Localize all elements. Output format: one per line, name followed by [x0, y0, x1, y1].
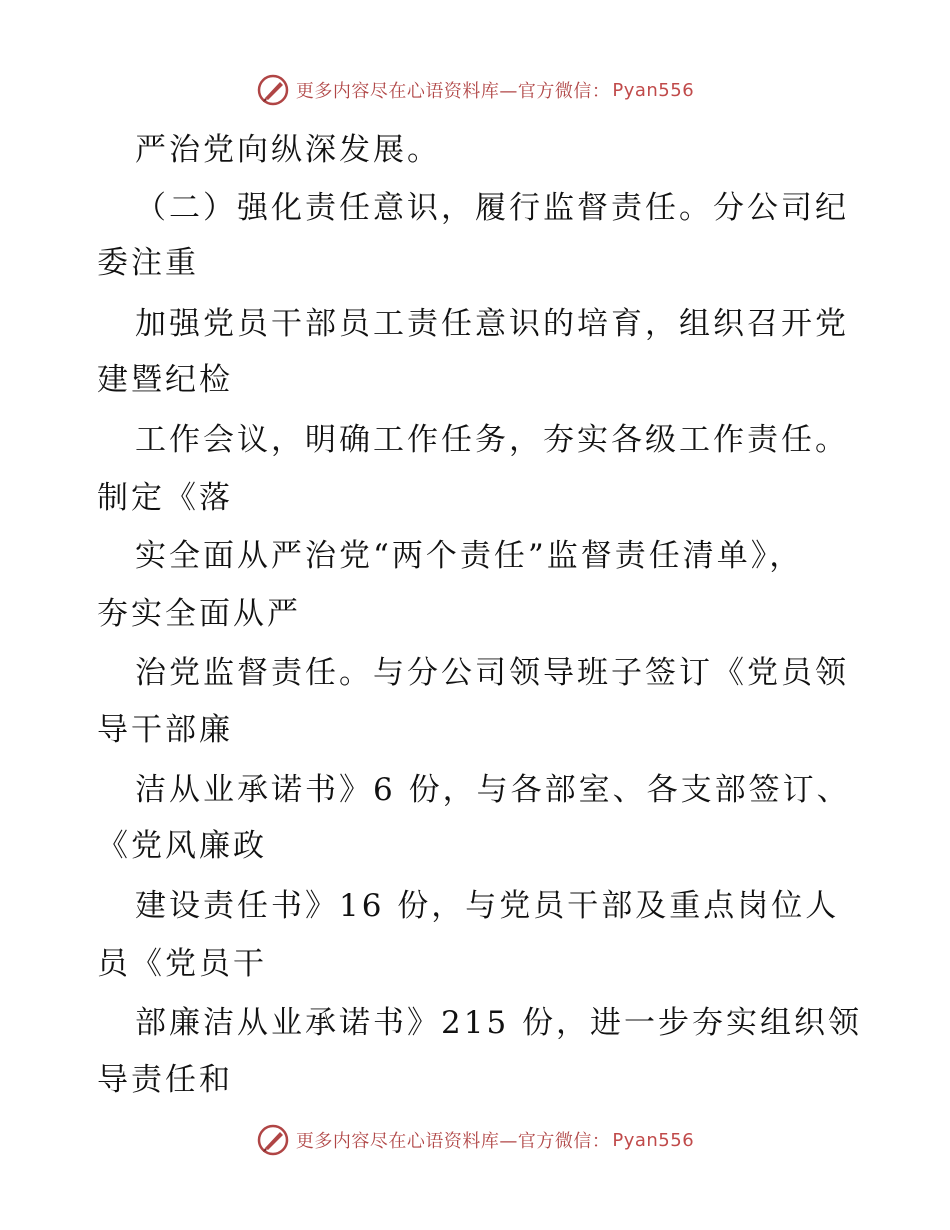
text-line: 委注重 [97, 245, 199, 281]
text-line: 导干部廉 [97, 712, 233, 748]
footer-watermark [0, 1120, 950, 1160]
pen-logo-icon [256, 1123, 290, 1157]
watermark-wechat-id: Pyan556 [612, 79, 695, 101]
pen-logo-icon [256, 73, 290, 107]
text-line: 制定《落 [97, 480, 233, 516]
text-line: 员《党员干 [97, 946, 267, 982]
header-watermark [0, 70, 950, 110]
text-line: 工作会议，明确工作任务，夯实各级工作责任。 [135, 422, 849, 458]
watermark-text: 更多内容尽在心语资料库—官方微信： [295, 1131, 611, 1152]
text-line: 实全面从严治党“两个责任”监督责任清单》， [135, 538, 804, 574]
text-line: 加强党员干部员工责任意识的培育，组织召开党 [135, 306, 849, 342]
text-line: 导责任和 [97, 1062, 233, 1098]
watermark-text: 更多内容尽在心语资料库—官方微信： [295, 81, 611, 102]
text-line: 治党监督责任。与分公司领导班子签订《党员领 [135, 655, 849, 691]
watermark-wechat-id: Pyan556 [612, 1129, 695, 1151]
text-line: 部廉洁从业承诺书》215 份，进一步夯实组织领 [135, 1005, 863, 1041]
text-line: （二）强化责任意识，履行监督责任。分公司纪 [135, 190, 849, 226]
text-line: 建设责任书》16 份，与党员干部及重点岗位人 [135, 888, 840, 924]
text-line: 建暨纪检 [97, 362, 233, 398]
text-line: 洁从业承诺书》6 份，与各部室、各支部签订、 [135, 772, 851, 808]
text-line: 严治党向纵深发展。 [135, 132, 441, 168]
text-line: 《党风廉政 [97, 828, 267, 864]
text-line: 夯实全面从严 [97, 596, 301, 632]
